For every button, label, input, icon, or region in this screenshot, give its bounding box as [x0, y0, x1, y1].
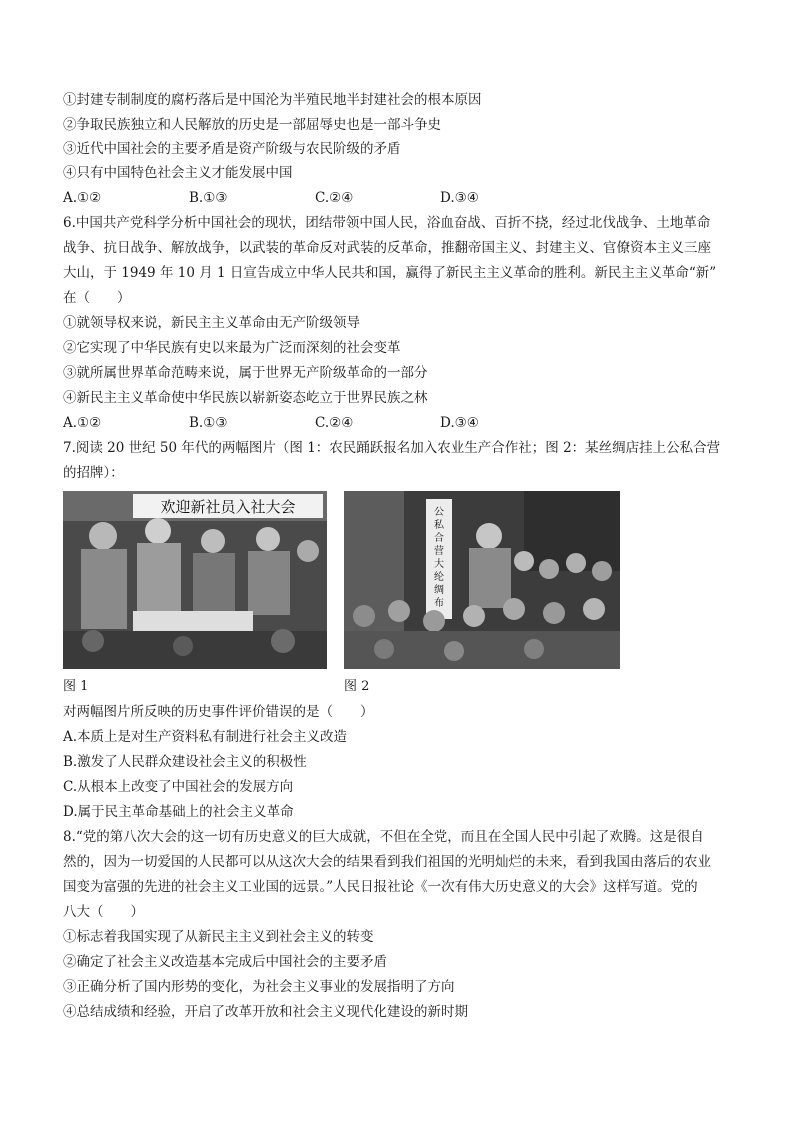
- q8-stem-line-2: 然的，因为一切爱国的人民都可以从这次大会的结果看到我们祖国的光明灿烂的未来，看到我国由落后的农业: [63, 854, 711, 870]
- q8-statement-2: ②确定了社会主义改造基本完成后中国社会的主要矛盾: [63, 954, 387, 970]
- q7-option-b: B.激发了人民群众建设社会主义的积极性: [63, 754, 307, 770]
- q6-stem-line-2: 战争、抗日战争、解放战争，以武装的革命反对武装的反革命，推翻帝国主义、封建主义、官僚资本主义三座: [63, 240, 711, 256]
- figure-1-banner-text: 欢迎新社员入社大会: [160, 498, 296, 516]
- q8-statement-3: ③正确分析了国内形势的变化，为社会主义事业的发展指明了方向: [63, 979, 455, 995]
- q6-option-c: C.②④: [315, 415, 354, 431]
- figure-1-photo: [63, 491, 327, 669]
- q6-option-a: A.①②: [63, 415, 102, 431]
- figure-1-caption: 图 1: [63, 679, 89, 694]
- q5-statement-3: ③近代中国社会的主要矛盾是资产阶级与农民阶级的矛盾: [63, 141, 401, 157]
- q6-option-b: B.①③: [189, 415, 228, 431]
- q7-question: 对两幅图片所反映的历史事件评价错误的是（ ）: [63, 704, 374, 720]
- q8-statement-4: ④总结成绩和经验，开启了改革开放和社会主义现代化建设的新时期: [63, 1004, 468, 1020]
- q8-stem-line-3: 国变为富强的先进的社会主义工业国的远景。”人民日报社论《一次有伟大历史意义的大会》这样写道。党的: [63, 879, 698, 895]
- q6-statement-3: ③就所属世界革命范畴来说，属于世界无产阶级革命的一部分: [63, 365, 428, 381]
- q6-stem-line-3: 大山，于 1949 年 10 月 1 日宣告成立中华人民共和国，赢得了新民主主义革命的胜利。新民主主义革命“新”: [63, 265, 717, 281]
- q5-option-a: A.①②: [63, 190, 102, 206]
- figure-2-photo: [344, 491, 620, 669]
- q8-stem-line-1: 8.“党的第八次大会的这一切有历史意义的巨大成就，不但在全党，而且在全国人民中引起了欢腾。这是很自: [63, 829, 704, 845]
- q6-option-d: D.③④: [440, 415, 479, 431]
- q5-statement-2: ②争取民族独立和人民解放的历史是一部屈辱史也是一部斗争史: [63, 117, 441, 133]
- figure-2-sign-text: 公私合营大纶绸布: [434, 507, 444, 609]
- q6-stem-line-4: 在（ ）: [63, 290, 131, 306]
- q7-option-a: A.本质上是对生产资料私有制进行社会主义改造: [63, 729, 348, 745]
- q7-option-c: C.从根本上改变了中国社会的发展方向: [63, 779, 294, 795]
- q6-stem-line-1: 6.中国共产党科学分析中国社会的现状，团结带领中国人民，浴血奋战、百折不挠，经过北伐战争、土地革命: [63, 215, 711, 231]
- q6-statement-4: ④新民主主义革命使中华民族以崭新姿态屹立于世界民族之林: [63, 390, 428, 406]
- figure-2-caption: 图 2: [344, 679, 370, 694]
- q5-statement-1: ①封建专制制度的腐朽落后是中国沦为半殖民地半封建社会的根本原因: [63, 92, 482, 108]
- q8-statement-1: ①标志着我国实现了从新民主主义到社会主义的转变: [63, 929, 374, 945]
- q5-option-d: D.③④: [440, 190, 479, 206]
- q7-option-d: D.属于民主革命基础上的社会主义革命: [63, 804, 294, 820]
- q6-statement-1: ①就领导权来说，新民主主义革命由无产阶级领导: [63, 315, 360, 331]
- q8-stem-line-4: 八大（ ）: [63, 904, 144, 920]
- q6-statement-2: ②它实现了中华民族有史以来最为广泛而深刻的社会变革: [63, 340, 401, 356]
- q7-stem-line-2: 的招牌）：: [63, 465, 124, 481]
- q5-option-b: B.①③: [189, 190, 228, 206]
- q5-option-c: C.②④: [315, 190, 354, 206]
- q7-stem-line-1: 7.阅读 20 世纪 50 年代的两幅图片（图 1：农民踊跃报名加入农业生产合作社；图 2：某丝绸店挂上公私合营: [63, 440, 721, 456]
- q5-statement-4: ④只有中国特色社会主义才能发展中国: [63, 165, 293, 181]
